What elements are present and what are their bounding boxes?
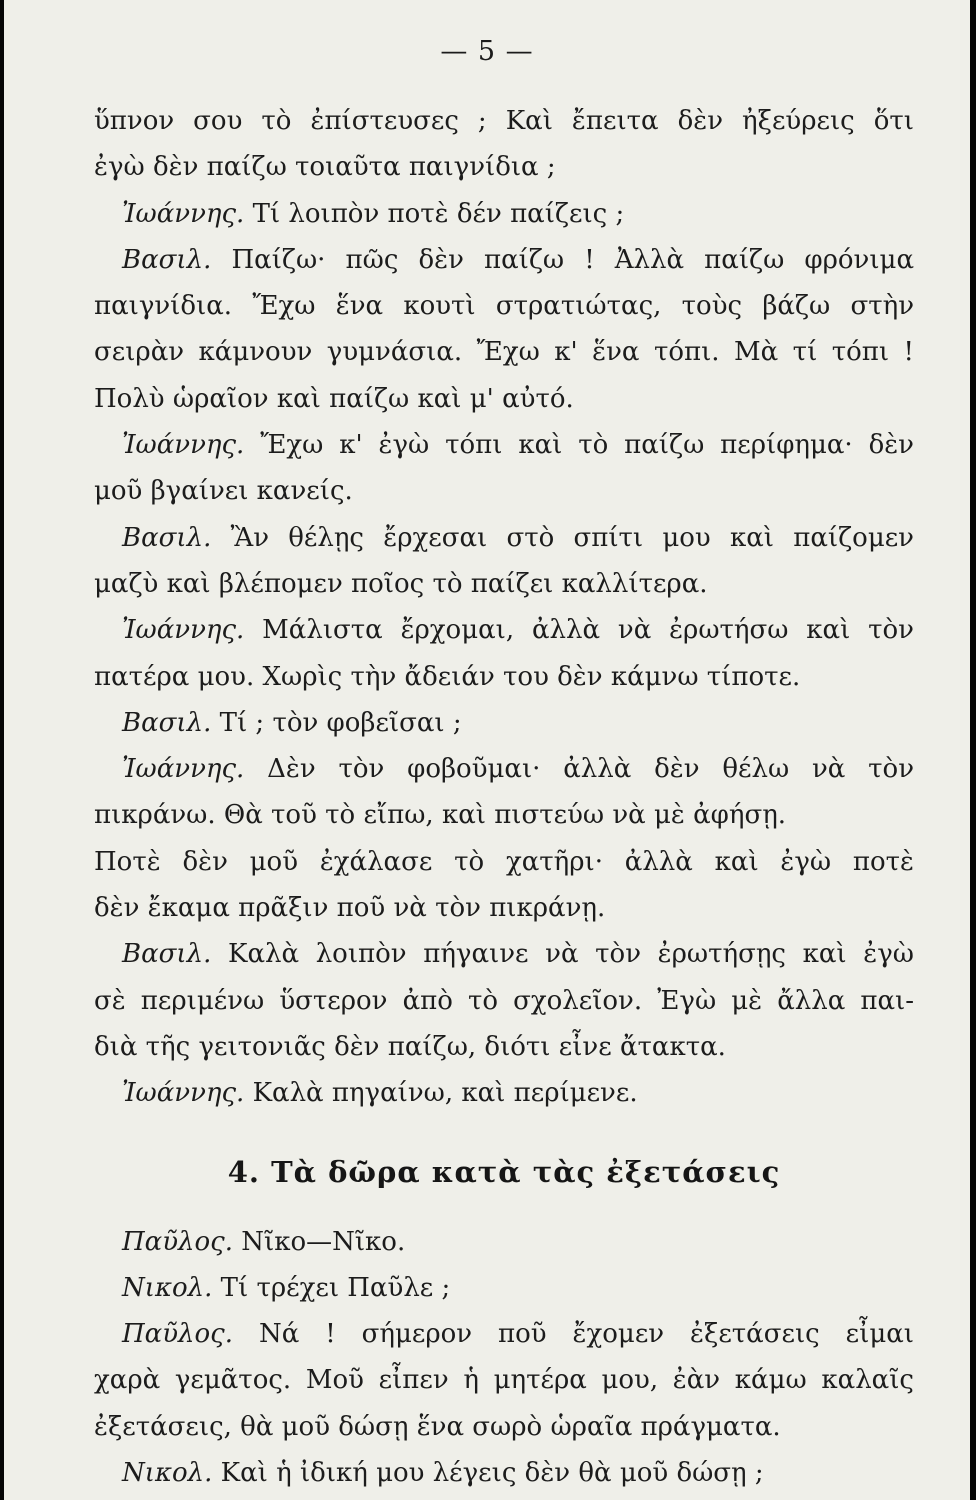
book-page <box>4 0 970 1500</box>
line-text: Τί τρέχει Παῦλε ; <box>212 1272 451 1303</box>
text-line <box>94 191 914 237</box>
text-line <box>94 1357 914 1403</box>
speaker-name: Ἰωάννης. <box>122 1078 245 1109</box>
speaker-name: Βασιλ. <box>122 707 212 738</box>
line-text: ὕπνον σου τὸ ἐπίστευσες ; Καὶ ἔπειτα δὲν ἠξεύρεις ὅτι <box>94 106 914 136</box>
text-line <box>94 607 914 653</box>
speaker-name: Παῦλος. <box>122 1226 233 1257</box>
text-line <box>94 237 914 283</box>
text-line <box>94 329 914 375</box>
line-text: σὲ περιμένω ὕστερον ἀπὸ τὸ σχολεῖον. Ἐγὼ μὲ ἄλλα παι- <box>94 985 914 1016</box>
speaker-name: Βασιλ. <box>122 939 212 970</box>
line-text: δὲν ἔκαμα πρᾶξιν ποῦ νὰ τὸν πικράνῃ. <box>94 893 606 924</box>
text-line <box>94 700 914 746</box>
speaker-name: Βασιλ. <box>122 522 212 553</box>
dialogue-section-one <box>94 98 914 1117</box>
text-line <box>94 1404 914 1450</box>
text-line <box>94 561 914 607</box>
line-text: Καλὰ λοιπὸν πήγαινε νὰ τὸν ἐρωτήσῃς καὶ ἐγὼ <box>211 939 914 970</box>
text-line <box>94 376 914 422</box>
text-line <box>94 98 914 144</box>
line-text: Ποτὲ δὲν μοῦ ἐχάλασε τὸ χατῆρι· ἀλλὰ καὶ ἐγὼ ποτὲ <box>94 846 914 877</box>
text-line <box>94 283 914 329</box>
speaker-name: Ἰωάννης. <box>122 430 245 461</box>
speaker-name: Παῦλος. <box>122 1319 233 1350</box>
text-line <box>94 468 914 514</box>
text-line <box>94 885 914 931</box>
line-text: πικράνω. Θὰ τοῦ τὸ εἴπω, καὶ πιστεύω νὰ μὲ ἀφήσῃ. <box>94 800 787 831</box>
text-line <box>94 839 914 885</box>
line-text: Μάλιστα ἔρχομαι, ἀλλὰ νὰ ἐρωτήσω καὶ τὸν <box>244 615 914 646</box>
text-line <box>94 792 914 838</box>
text-line <box>94 931 914 977</box>
text-line <box>94 746 914 792</box>
text-line <box>94 1311 914 1357</box>
text-line <box>94 1024 914 1070</box>
text-line <box>94 422 914 468</box>
speaker-name: Ἰωάννης. <box>122 198 245 229</box>
line-text: Καὶ ἡ ἰδική μου λέγεις δὲν θὰ μοῦ δώσῃ ; <box>212 1458 764 1489</box>
line-text: Νῖκο—Νῖκο. <box>233 1226 406 1257</box>
line-text: μαζὺ καὶ βλέπομεν ποῖος τὸ παίζει καλλίτερα. <box>94 568 708 599</box>
text-line <box>94 978 914 1024</box>
line-text: Ἂν θέλῃς ἔρχεσαι στὸ σπίτι μου καὶ παίζομεν <box>211 522 914 553</box>
line-text: Πολὺ ὡραῖον καὶ παίζω καὶ μ' αὐτό. <box>94 383 574 414</box>
line-text: Δὲν τὸν φοβοῦμαι· ἀλλὰ δὲν θέλω νὰ τὸν <box>244 754 914 785</box>
line-text: Τί λοιπὸν ποτὲ δέν παίζεις ; <box>244 198 625 229</box>
speaker-name: Ἰωάννης. <box>122 615 245 646</box>
line-text: Παίζω· πῶς δὲν παίζω ! Ἀλλὰ παίζω φρόνιμα <box>211 244 914 275</box>
line-text: σειρὰν κάμνουν γυμνάσια. Ἔχω κ' ἕνα τόπι. Μὰ τί τόπι ! <box>94 337 914 368</box>
text-block <box>94 98 914 1496</box>
line-text: ἐξετάσεις, θὰ μοῦ δώσῃ ἕνα σωρὸ ὡραῖα πράγματα. <box>94 1411 781 1442</box>
dialogue-section-two <box>94 1219 914 1497</box>
section-heading: 4. Τὰ δῶρα κατὰ τὰς ἐξετάσεις <box>227 1154 781 1189</box>
line-text: μοῦ βγαίνει κανείς. <box>94 476 353 507</box>
line-text: διὰ τῆς γειτονιᾶς δὲν παίζω, διότι εἶνε ἄτακτα. <box>94 1031 726 1062</box>
text-line <box>94 515 914 561</box>
speaker-name: Ἰωάννης. <box>122 754 245 785</box>
line-text: Νά ! σήμερον ποῦ ἔχομεν ἐξετάσεις εἶμαι <box>233 1319 914 1350</box>
line-text: πατέρα μου. Χωρὶς τὴν ἄδειάν του δὲν κάμνω τίποτε. <box>94 661 801 692</box>
speaker-name: Νικολ. <box>122 1458 213 1489</box>
text-line <box>94 1450 914 1496</box>
text-line <box>94 144 914 190</box>
speaker-name: Βασιλ. <box>122 244 212 275</box>
text-line <box>94 1070 914 1116</box>
line-text: ἐγὼ δὲν παίζω τοιαῦτα παιγνίδια ; <box>94 152 556 183</box>
line-text: παιγνίδια. Ἔχω ἕνα κουτὶ στρατιώτας, τοὺς βάζω στὴν <box>94 291 914 322</box>
line-text: Καλὰ πηγαίνω, καὶ περίμενε. <box>244 1078 638 1109</box>
line-text: χαρὰ γεμᾶτος. Μοῦ εἶπεν ἡ μητέρα μου, ἐὰν κάμω καλαῖς <box>94 1365 914 1396</box>
speaker-name: Νικολ. <box>122 1272 213 1303</box>
text-line <box>94 1219 914 1265</box>
line-text: Ἔχω κ' ἐγὼ τόπι καὶ τὸ παίζω περίφημα· δὲν <box>244 430 914 461</box>
line-text: Τί ; τὸν φοβεῖσαι ; <box>211 707 462 738</box>
text-line <box>94 1265 914 1311</box>
text-line <box>94 654 914 700</box>
page-number: — 5 — <box>440 36 534 67</box>
